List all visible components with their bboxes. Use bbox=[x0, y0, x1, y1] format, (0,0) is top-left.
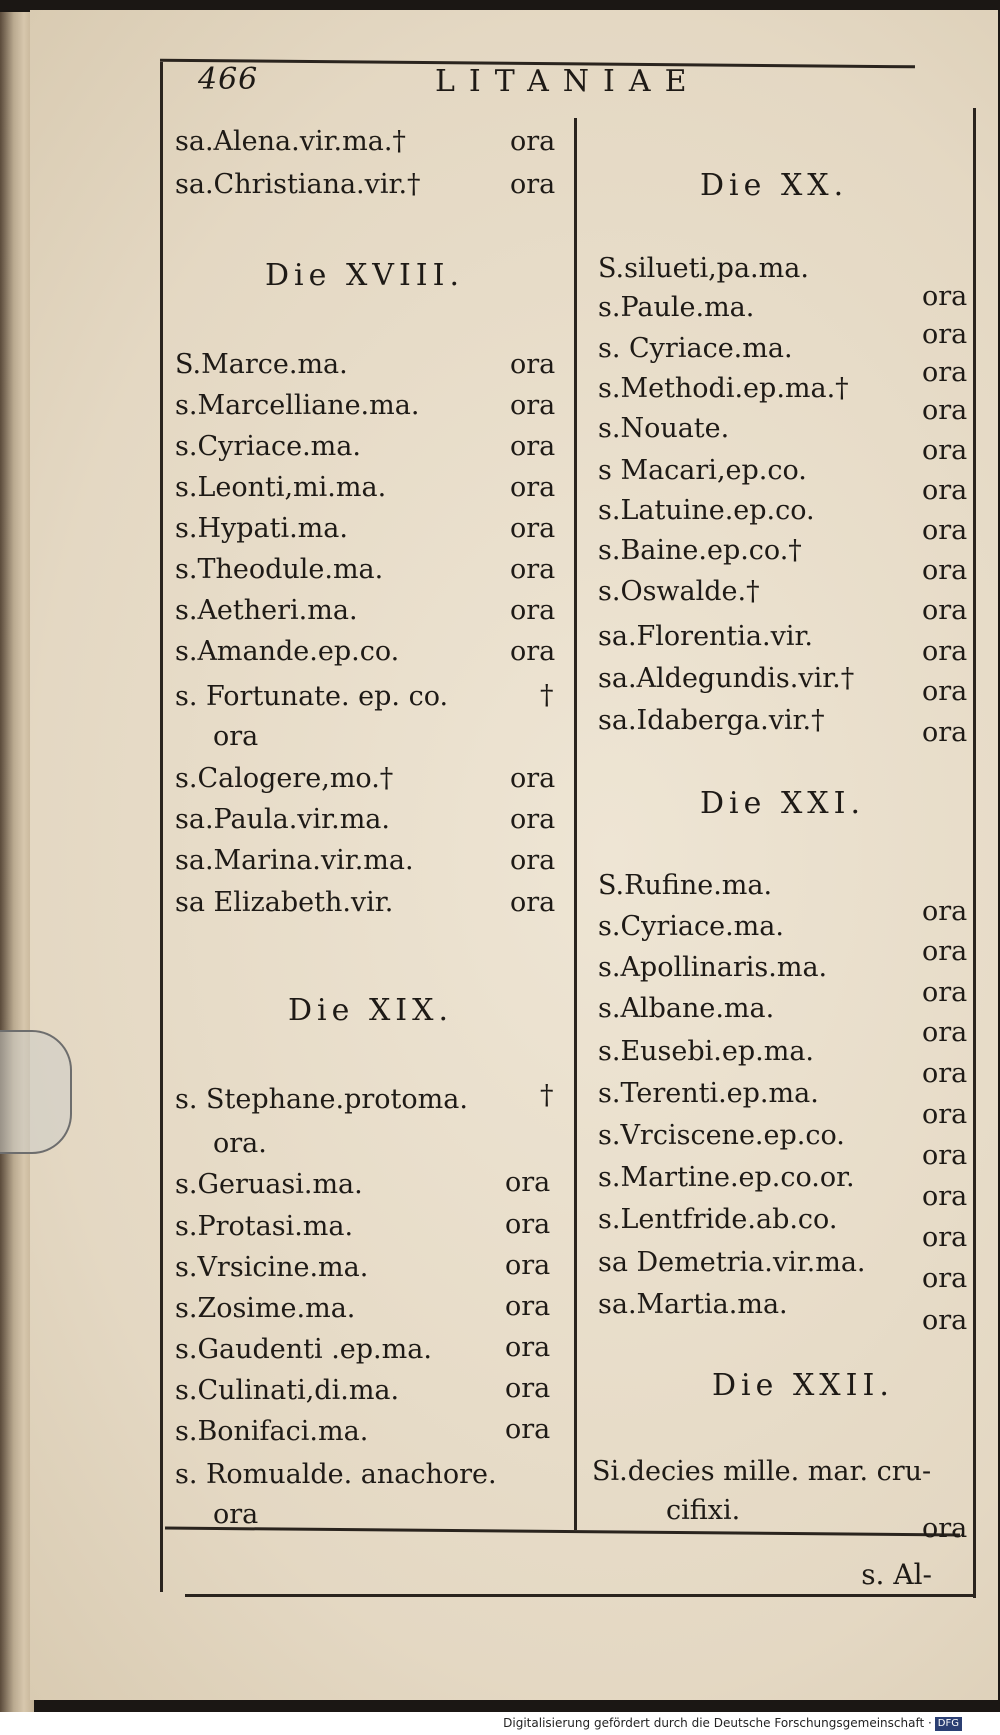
ora-response: ora bbox=[922, 395, 968, 426]
section-heading: Die XIX. bbox=[288, 993, 454, 1028]
ora-response: ora bbox=[922, 1181, 968, 1212]
left-border-rule bbox=[160, 62, 163, 1592]
ora-response: ora bbox=[922, 1140, 968, 1171]
list-item: s.Vrciscene.ep.co. bbox=[598, 1120, 845, 1151]
ora-response: ora bbox=[922, 1017, 968, 1048]
ora-response: ora bbox=[922, 977, 968, 1008]
list-item: s.Hypati.ma. bbox=[175, 513, 348, 544]
dagger-mark: † bbox=[540, 680, 554, 711]
ora-response: ora bbox=[510, 763, 556, 794]
list-item: sa.Marina.vir.ma. bbox=[175, 845, 414, 876]
ora-response: ora bbox=[510, 349, 556, 380]
book-fore-edge bbox=[0, 12, 34, 1712]
footer-rule bbox=[185, 1594, 975, 1597]
ora-response: ora bbox=[505, 1332, 551, 1363]
ora-response: ora bbox=[922, 515, 968, 546]
list-item-continuation: ora bbox=[213, 1499, 259, 1530]
ora-response: ora bbox=[922, 1513, 968, 1544]
list-item: sa.Aldegundis.vir.† bbox=[598, 663, 855, 694]
list-item: S.Marce.ma. bbox=[175, 349, 348, 380]
ora-response: ora bbox=[922, 1058, 968, 1089]
list-item: s.Vrsicine.ma. bbox=[175, 1252, 369, 1283]
ora-response: ora bbox=[922, 1099, 968, 1130]
ora-response: ora bbox=[510, 554, 556, 585]
list-item: s.Aetheri.ma. bbox=[175, 595, 358, 626]
list-item-continuation: ora bbox=[213, 721, 259, 752]
page-tab-marker bbox=[0, 1030, 72, 1154]
list-item: s. Fortunate. ep. co. bbox=[175, 681, 449, 712]
list-item: s.Martine.ep.co.or. bbox=[598, 1162, 855, 1193]
list-item: s.Theodule.ma. bbox=[175, 554, 384, 585]
ora-response: ora bbox=[922, 357, 968, 388]
list-item: s.Gaudenti .ep.ma. bbox=[175, 1334, 432, 1365]
list-item: s. Cyriace.ma. bbox=[598, 333, 793, 364]
list-item: s.Methodi.ep.ma.† bbox=[598, 373, 849, 404]
ora-response: ora bbox=[510, 595, 556, 626]
list-item: s.Cyriace.ma. bbox=[598, 911, 784, 942]
list-item: s Macari,ep.co. bbox=[598, 455, 807, 486]
digitization-footer bbox=[0, 1712, 1000, 1735]
section-heading: Die XXII. bbox=[712, 1368, 894, 1403]
ora-response: ora bbox=[922, 676, 968, 707]
ora-response: ora bbox=[510, 636, 556, 667]
list-item: S.silueti,pa.ma. bbox=[598, 253, 809, 284]
list-item-continuation: ora. bbox=[213, 1128, 267, 1159]
list-item: s.Apollinaris.ma. bbox=[598, 952, 828, 983]
list-item: s.Culinati,di.ma. bbox=[175, 1375, 400, 1406]
list-item: s.Cyriace.ma. bbox=[175, 431, 361, 462]
list-item: s.Eusebi.ep.ma. bbox=[598, 1036, 814, 1067]
ora-response: ora bbox=[922, 319, 968, 350]
ora-response: ora bbox=[922, 595, 968, 626]
list-item: s. Romualde. anachore. bbox=[175, 1459, 497, 1490]
ora-response: ora bbox=[505, 1414, 551, 1445]
list-item: sa.Christiana.vir.† bbox=[175, 169, 421, 200]
list-item: s.Protasi.ma. bbox=[175, 1211, 354, 1242]
section-heading: Die XXI. bbox=[700, 786, 866, 821]
right-border-rule bbox=[973, 108, 976, 1598]
ora-response: ora bbox=[922, 281, 968, 312]
list-item: s.Latuine.ep.co. bbox=[598, 495, 815, 526]
list-item: s.Geruasi.ma. bbox=[175, 1169, 363, 1200]
ora-response: ora bbox=[922, 1222, 968, 1253]
ora-response: ora bbox=[922, 555, 968, 586]
list-item: sa.Paula.vir.ma. bbox=[175, 804, 390, 835]
ora-response: ora bbox=[510, 845, 556, 876]
catchword: s. Al- bbox=[861, 1558, 932, 1591]
ora-response: ora bbox=[510, 390, 556, 421]
list-item: s.Lentfride.ab.co. bbox=[598, 1204, 838, 1235]
list-item: s.Terenti.ep.ma. bbox=[598, 1078, 819, 1109]
list-item: s.Amande.ep.co. bbox=[175, 636, 400, 667]
list-item: sa Elizabeth.vir. bbox=[175, 887, 394, 918]
ora-response: ora bbox=[510, 472, 556, 503]
ora-response: ora bbox=[922, 1305, 968, 1336]
ora-response: ora bbox=[922, 1263, 968, 1294]
ora-response: ora bbox=[922, 936, 968, 967]
list-item: s.Paule.ma. bbox=[598, 292, 755, 323]
list-item-continuation: cifixi. bbox=[666, 1495, 741, 1526]
ora-response: ora bbox=[922, 475, 968, 506]
ora-response: ora bbox=[505, 1167, 551, 1198]
list-item: s.Bonifaci.ma. bbox=[175, 1416, 369, 1447]
footer-text: Digitalisierung gefördert durch die Deutsche Forschungsgemeinschaft · bbox=[503, 1716, 932, 1730]
list-item: s.Marcelliane.ma. bbox=[175, 390, 420, 421]
ora-response: ora bbox=[922, 435, 968, 466]
ora-response: ora bbox=[510, 804, 556, 835]
list-item: sa Demetria.vir.ma. bbox=[598, 1247, 866, 1278]
ora-response: ora bbox=[510, 431, 556, 462]
list-item: s.Zosime.ma. bbox=[175, 1293, 356, 1324]
section-heading: Die XVIII. bbox=[265, 258, 465, 293]
ora-response: ora bbox=[922, 717, 968, 748]
ora-response: ora bbox=[505, 1209, 551, 1240]
list-item: s.Oswalde.† bbox=[598, 576, 760, 607]
running-title: LITANIAE bbox=[435, 64, 701, 99]
page-number: 466 bbox=[198, 62, 259, 97]
list-item: s.Nouate. bbox=[598, 413, 730, 444]
list-item: s. Stephane.protoma. bbox=[175, 1084, 468, 1115]
ora-response: ora bbox=[505, 1291, 551, 1322]
ora-response: ora bbox=[505, 1250, 551, 1281]
section-heading: Die XX. bbox=[700, 168, 849, 203]
ora-response: ora bbox=[510, 169, 556, 200]
list-item: Si.decies mille. mar. cru- bbox=[592, 1456, 932, 1487]
ora-response: ora bbox=[510, 887, 556, 918]
list-item: s.Albane.ma. bbox=[598, 993, 775, 1024]
ora-response: ora bbox=[505, 1373, 551, 1404]
list-item: s.Calogere,mo.† bbox=[175, 763, 394, 794]
list-item: sa.Alena.vir.ma.† bbox=[175, 126, 406, 157]
ora-response: ora bbox=[510, 513, 556, 544]
list-item: sa.Idaberga.vir.† bbox=[598, 705, 825, 736]
dfg-logo: DFG bbox=[935, 1717, 962, 1731]
list-item: sa.Martia.ma. bbox=[598, 1289, 788, 1320]
list-item: S.Rufine.ma. bbox=[598, 870, 773, 901]
center-column-rule bbox=[574, 118, 577, 1530]
list-item: s.Baine.ep.co.† bbox=[598, 535, 802, 566]
ora-response: ora bbox=[922, 896, 968, 927]
dagger-mark: † bbox=[540, 1080, 554, 1111]
list-item: sa.Florentia.vir. bbox=[598, 621, 814, 652]
ora-response: ora bbox=[922, 636, 968, 667]
ora-response: ora bbox=[510, 126, 556, 157]
list-item: s.Leonti,mi.ma. bbox=[175, 472, 387, 503]
